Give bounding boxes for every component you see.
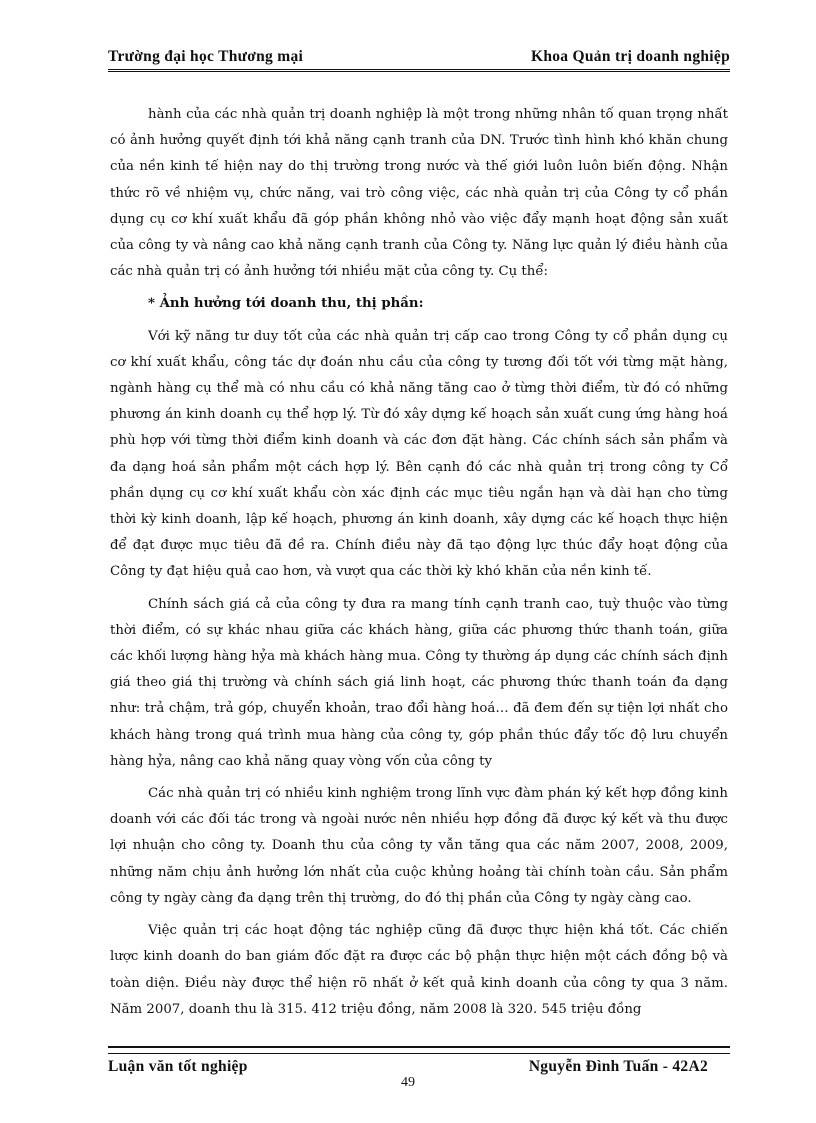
document-body — [110, 102, 728, 1029]
footer-divider — [108, 1046, 730, 1054]
page-header — [108, 48, 730, 70]
section-heading: * Ảnh hưởng tới doanh thu, thị phần: — [148, 296, 424, 312]
header-university: Trường đại học Thương mại — [108, 48, 304, 65]
paragraph-pricing: Chính sách giá cả của công ty đưa ra mang tính cạnh tranh cao, tuỳ thuộc vào từng thời điểm, có sự khác nhau giữa các khách hàng, giữa các phương thức thanh toán, giữa các khối lượng hàng hỷa mà khách hàng mua. Công ty thường áp dụng các chính sách định giá theo giá thị trường và chính sách giá linh hoạt, các phương thức thanh toán đa dạng như: trả chậm, trả góp, chuyển khoản, trao đổi hàng hoá… đã đem đến sự tiện lợi nhất cho khách hàng trong quá trình mua hàng của công ty, góp phần thúc đẩy tốc độ lưu chuyển hàng hỷa, nâng cao khả năng quay vòng vốn của công ty — [110, 596, 728, 769]
footer-thesis-label: Luận văn tốt nghiệp — [108, 1058, 248, 1075]
page-number: 49 — [401, 1075, 415, 1090]
header-divider — [108, 69, 730, 72]
paragraph-skills: Với kỹ năng tư duy tốt của các nhà quản trị cấp cao trong Công ty cổ phần dụng cụ cơ khí xuất khẩu, công tác dự đoán nhu cầu của công ty tương đối tốt với từng mặt hàng, ngành hàng cụ thể mà có nhu cầu có khả năng tăng cao ở từng thời điểm, từ đó có những phương án kinh doanh cụ thể hợp lý. Từ đó xây dựng kế hoạch sản xuất cung ứng hàng hoá phù hợp với từng thời điểm kinh doanh và các đơn đặt hàng. Các chính sách sản phẩm và đa dạng hoá sản phẩm một cách hợp lý. Bên cạnh đó các nhà quản trị trong công ty Cổ phần dụng cụ cơ khí xuất khẩu còn xác định các mục tiêu ngắn hạn và dài hạn cho từng thời kỳ kinh doanh, lập kế hoạch, phương án kinh doanh, xây dựng các kế hoạch thực hiện để đạt được mục tiêu đã đề ra. Chính điều này đã tạo động lực thúc đẩy hoạt động của Công ty đạt hiệu quả cao hơn, và vượt qua các thời kỳ khó khăn của nền kinh tế. — [110, 328, 728, 580]
paragraph-negotiation: Các nhà quản trị có nhiều kinh nghiệm trong lĩnh vực đàm phán ký kết hợp đồng kinh doanh với các đối tác trong và ngoài nước nên nhiều hợp đồng đã được ký kết và thu được lợi nhuận cho công ty. Doanh thu của công ty vẫn tăng qua các năm 2007, 2008, 2009, những năm chịu ảnh hưởng lớn nhất của cuộc khủng hoảng tài chính toàn cầu. Sản phẩm công ty ngày càng đa dạng trên thị trường, do đó thị phần của Công ty ngày càng cao. — [110, 786, 728, 906]
paragraph-operations: Việc quản trị các hoạt động tác nghiệp cũng đã được thực hiện khá tốt. Các chiến lược kinh doanh do ban giám đốc đặt ra được các bộ phận thực hiện một cách đồng bộ và toàn diện. Điều này được thể hiện rõ nhất ở kết quả kinh doanh của công ty qua 3 năm. Năm 2007, doanh thu là 315. 412 triệu đồng, năm 2008 là 320. 545 triệu đồng — [110, 923, 728, 1017]
footer-author: Nguyễn Đình Tuấn - 42A2 — [528, 1058, 708, 1075]
paragraph-intro: hành của các nhà quản trị doanh nghiệp là một trong những nhân tố quan trọng nhất có ảnh hưởng quyết định tới khả năng cạnh tranh của DN. Trước tình hình khó khăn chung của nền kinh tế hiện nay do thị trường trong nước và thế giới luôn luôn biến động. Nhận thức rõ về nhiệm vụ, chức năng, vai trò công việc, các nhà quản trị của Công ty cổ phần dụng cụ cơ khí xuất khẩu đã góp phần không nhỏ vào việc đẩy mạnh hoạt động sản xuất của công ty và nâng cao khả năng cạnh tranh của Công ty. Năng lực quản lý điều hành của các nhà quản trị có ảnh hưởng tới nhiều mặt của công ty. Cụ thể: — [110, 107, 728, 280]
header-faculty: Khoa Quản trị doanh nghiệp — [530, 48, 730, 65]
